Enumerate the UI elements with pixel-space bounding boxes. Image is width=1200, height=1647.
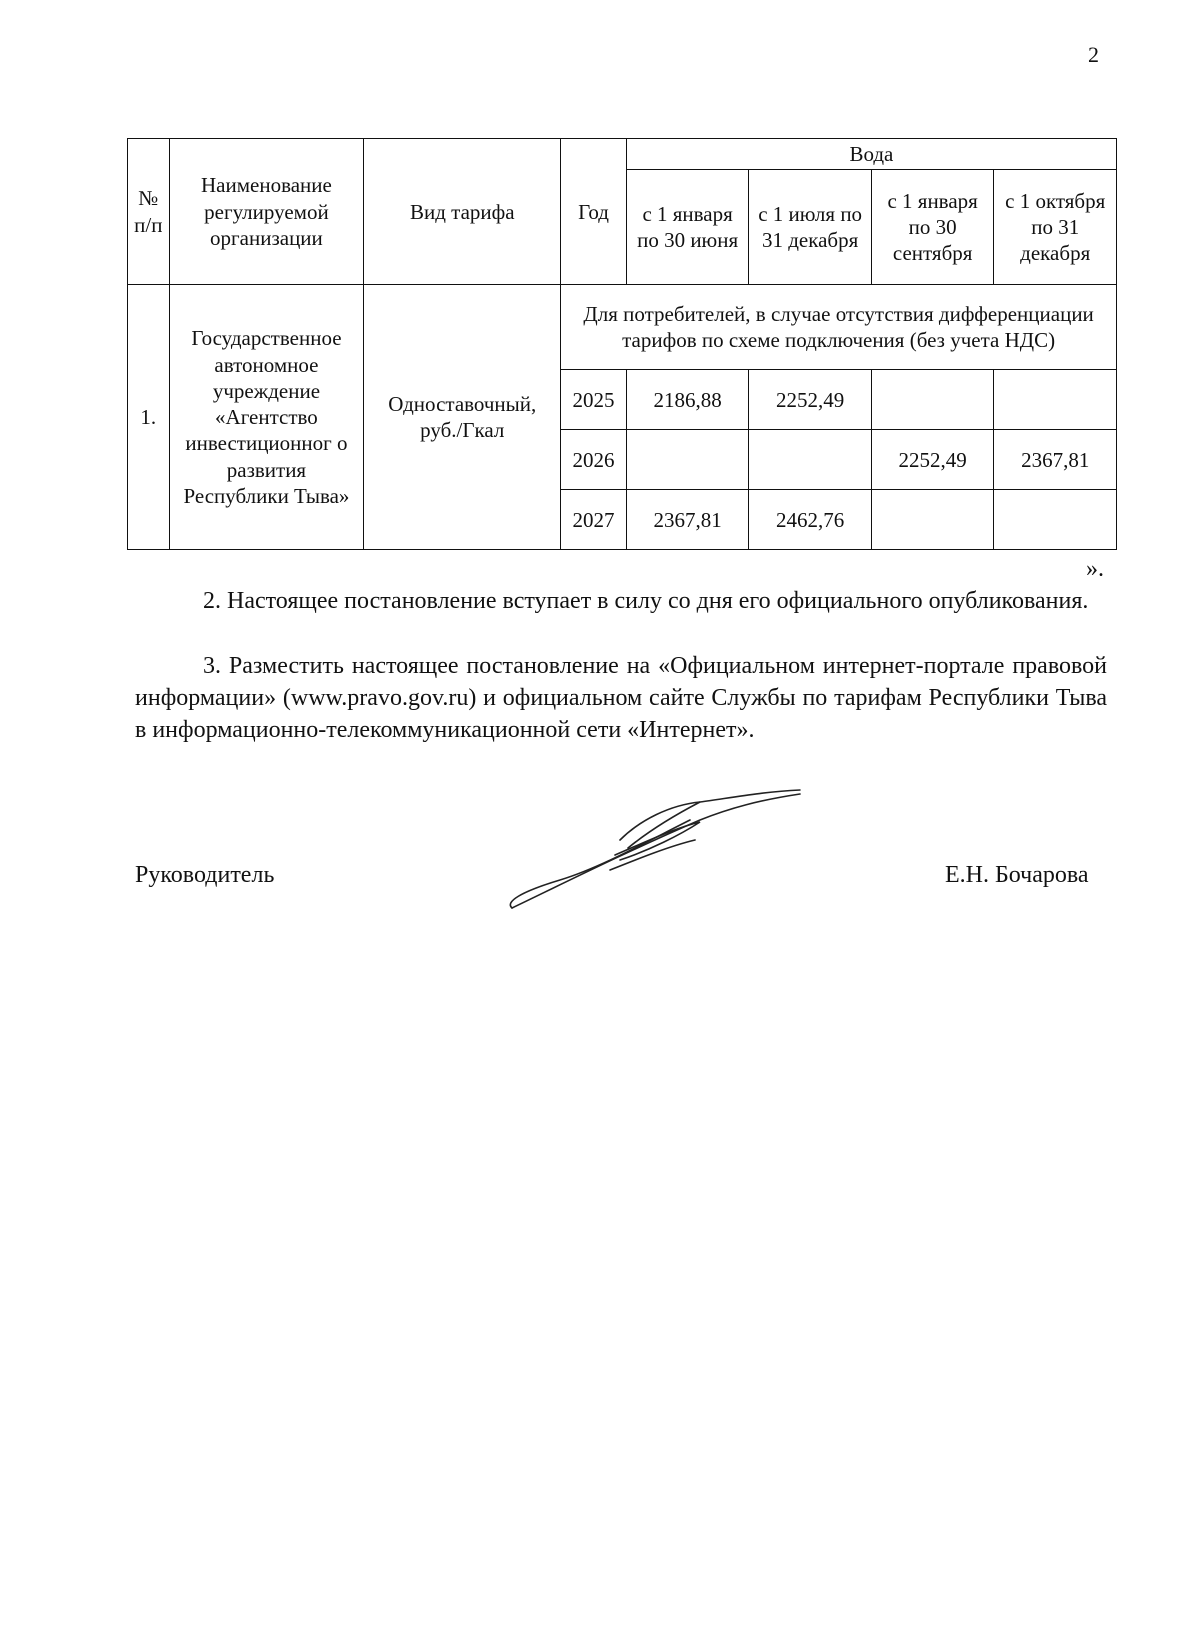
- value-cell: 2186,88: [626, 370, 749, 430]
- year-cell: 2025: [561, 370, 627, 430]
- organization-name: Государственное автономное учреждение «Агентство инвестиционног о развития Республики Тыва»: [169, 285, 364, 550]
- value-cell: [626, 430, 749, 490]
- closing-quote: ».: [1086, 556, 1104, 582]
- paragraph-2: 2. Настоящее постановление вступает в силу со дня его официального опубликования.: [203, 588, 1089, 614]
- value-cell: [994, 370, 1117, 430]
- header-type: Вид тарифа: [364, 139, 561, 285]
- signer-name: Е.Н. Бочарова: [945, 862, 1089, 888]
- value-cell: 2462,76: [749, 490, 872, 550]
- value-cell: 2252,49: [871, 430, 994, 490]
- value-cell: [749, 430, 872, 490]
- header-period: с 1 июля по 31 декабря: [749, 170, 872, 285]
- tariff-type: Одноставочный, руб./Гкал: [364, 285, 561, 550]
- signature: [500, 780, 820, 930]
- signer-title: Руководитель: [135, 862, 275, 888]
- year-cell: 2027: [561, 490, 627, 550]
- value-cell: 2252,49: [749, 370, 872, 430]
- tariff-table: [127, 138, 1117, 550]
- row-number: 1.: [128, 285, 170, 550]
- value-cell: [871, 490, 994, 550]
- header-period: с 1 октября по 31 декабря: [994, 170, 1117, 285]
- header-org: Наименование регулируемой организации: [169, 139, 364, 285]
- paragraph-3: 3. Разместить настоящее постановление на «Официальном интернет-портале правовой информации» (www.pravo.gov.ru) и официальном сайте Службы по тарифам Республики Тыва в информационно-телекоммуникационной сети «Интернет».: [135, 653, 1107, 743]
- header-year: Год: [561, 139, 627, 285]
- consumer-note: Для потребителей, в случае отсутствия дифференциации тарифов по схеме подключения (без учета НДС): [561, 285, 1117, 370]
- value-cell: [871, 370, 994, 430]
- header-period: с 1 января по 30 сентября: [871, 170, 994, 285]
- page-number: 2: [1088, 42, 1099, 67]
- header-period: с 1 января по 30 июня: [626, 170, 749, 285]
- value-cell: 2367,81: [626, 490, 749, 550]
- header-num: № п/п: [128, 139, 170, 285]
- year-cell: 2026: [561, 430, 627, 490]
- value-cell: 2367,81: [994, 430, 1117, 490]
- header-water: Вода: [626, 139, 1116, 170]
- value-cell: [994, 490, 1117, 550]
